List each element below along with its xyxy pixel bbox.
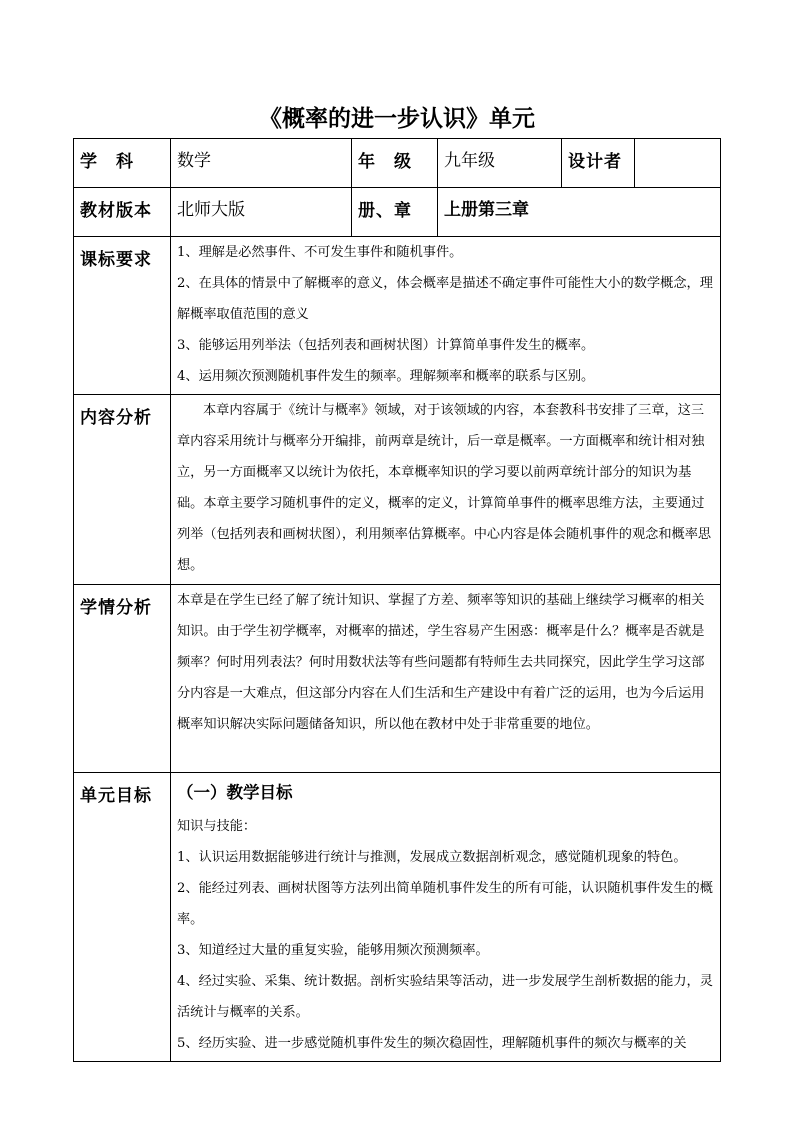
standards-label: 课标要求: [74, 237, 171, 395]
subject-label: 学 科: [74, 139, 171, 188]
grade-value: 九年级: [438, 139, 562, 188]
content-analysis-label: 内容分析: [74, 395, 171, 585]
standards-item: 1、理解是必然事件、不可发生事件和随机事件。: [177, 245, 463, 260]
goal-item: 3、知道经过大量的重复实验，能够用频次预测频率。: [177, 943, 489, 958]
designer-value: [635, 139, 721, 188]
teaching-goals-heading: （一）教学目标: [177, 783, 293, 802]
learner-analysis-content: [171, 585, 721, 773]
learner-analysis-label: 学情分析: [74, 585, 171, 773]
unit-plan-table: [73, 138, 721, 1062]
goal-item: 5、经历实验、进一步感觉随机事件发生的频次稳固性，理解随机事件的频次与概率的关: [177, 1036, 687, 1051]
goal-item: 2、能经过列表、画树状图等方法列出简单随机事件发生的所有可能，认识随机事件发生的概率。: [177, 881, 713, 927]
standards-item: 3、能够运用列举法（包括列表和画树状图）计算简单事件发生的概率。: [177, 338, 595, 353]
edition-value: 北师大版: [171, 188, 352, 237]
learner-analysis-text: 本章是在学生已经了解了统计知识、掌握了方差、频率等知识的基础上继续学习概率的相关知识。由于学生初学概率，对概率的描述，学生容易产生困惑：概率是什么？概率是否就是频率？何时用列表法？何时用数状法等有些问题都有特师生去共同探究，因此学生学习这部分内容是一大难点，但这部分内容在人们生活和生产建设中有着广泛的运用，也为今后运用概率知识解决实际问题储备知识，所以他在教材中处于非常重要的地位。: [177, 593, 705, 732]
chapter-value: 上册第三章: [438, 188, 721, 237]
standards-item: 2、在具体的情景中了解概率的意义，体会概率是描述不确定事件可能性大小的数学概念，理解概率取值范围的意义: [177, 276, 713, 322]
goal-item: 4、经过实验、采集、统计数据。剖析实验结果等活动，进一步发展学生剖析数据的能力，灵活统计与概率的关系。: [177, 974, 713, 1020]
content-analysis-row: [74, 395, 721, 585]
knowledge-skills-intro: 知识与技能：: [177, 819, 257, 834]
standards-row: [74, 237, 721, 395]
unit-goals-label: 单元目标: [74, 773, 171, 1062]
chapter-label: 册、章: [352, 188, 438, 237]
unit-goals-row: [74, 773, 721, 1062]
page-title: 《概率的进一步认识》单元: [259, 105, 535, 132]
standards-item: 4、运用频次预测随机事件发生的频率。理解频率和概率的联系与区别。: [177, 369, 595, 384]
content-analysis-content: [171, 395, 721, 585]
unit-goals-content: [171, 773, 721, 1062]
content-analysis-text: 本章内容属于《统计与概率》领域，对于该领域的内容，本套教科书安排了三章，这三章内容采用统计与概率分开编排，前两章是统计，后一章是概率。一方面概率和统计相对独立，另一方面概率又以统计为依托，本章概率知识的学习要以前两章统计部分的知识为基础。本章主要学习随机事件的定义，概率的定义，计算简单事件的概率思维方法，主要通过列举（包括列表和画树状图），利用频率估算概率。中心内容是体会随机事件的观念和概率思想。: [177, 403, 712, 573]
designer-label: 设计者: [562, 139, 635, 188]
header-row-subject: [74, 139, 721, 188]
header-row-edition: [74, 188, 721, 237]
edition-label: 教材版本: [74, 188, 171, 237]
standards-content: [171, 237, 721, 395]
goal-item: 1、认识运用数据能够进行统计与推测，发展成立数据剖析观念，感觉随机现象的特色。: [177, 850, 687, 865]
learner-analysis-row: [74, 585, 721, 773]
grade-label: 年 级: [352, 139, 438, 188]
subject-value: 数学: [171, 139, 352, 188]
